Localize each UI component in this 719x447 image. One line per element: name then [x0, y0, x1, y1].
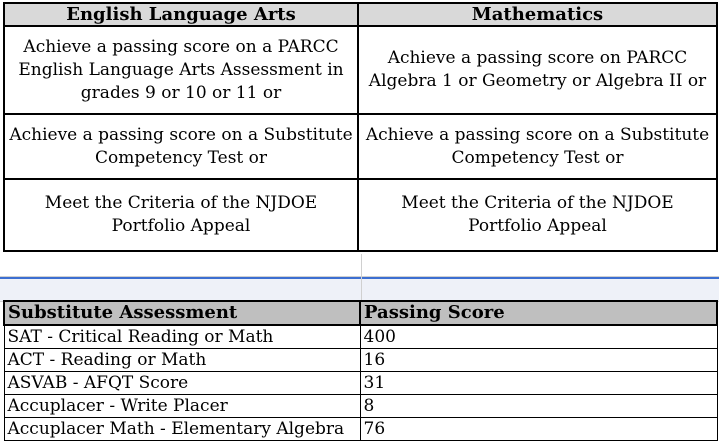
header-substitute-assessment: Substitute Assessment: [4, 301, 360, 325]
ela-substitute-requirement: Achieve a passing score on a Substitute Competency Test or: [4, 114, 358, 179]
table-header-row: [4, 3, 717, 26]
table-row: [4, 26, 717, 114]
empty-spreadsheet-row[interactable]: [0, 254, 719, 277]
header-passing-score: Passing Score: [360, 301, 717, 325]
math-substitute-requirement: Achieve a passing score on a Substitute Competency Test or: [358, 114, 717, 179]
header-english-language-arts: English Language Arts: [4, 3, 358, 26]
table-header-row: [4, 301, 717, 325]
table-row: [4, 395, 717, 418]
selected-spreadsheet-row[interactable]: [0, 277, 719, 302]
passing-score: 16: [360, 349, 717, 372]
math-parcc-requirement: Achieve a passing score on PARCC Algebra 1 or Geometry or Algebra II or: [358, 26, 717, 114]
header-mathematics: Mathematics: [358, 3, 717, 26]
ela-portfolio-requirement: Meet the Criteria of the NJDOE Portfolio Appeal: [4, 179, 358, 251]
assessment-name: Accuplacer - Write Placer: [4, 395, 360, 418]
passing-score: 400: [360, 325, 717, 349]
table-row: [4, 372, 717, 395]
table-row: [4, 114, 717, 179]
graduation-requirements-table: [3, 2, 718, 252]
table-row: [4, 349, 717, 372]
passing-score: 31: [360, 372, 717, 395]
assessment-name: Accuplacer Math - Elementary Algebra: [4, 418, 360, 441]
assessment-name: ACT - Reading or Math: [4, 349, 360, 372]
table-row: [4, 325, 717, 349]
ela-parcc-requirement: Achieve a passing score on a PARCC English Language Arts Assessment in grades 9 or 10 or 11 or: [4, 26, 358, 114]
passing-score: 76: [360, 418, 717, 441]
math-portfolio-requirement: Meet the Criteria of the NJDOE Portfolio Appeal: [358, 179, 717, 251]
table-row: [4, 418, 717, 441]
assessment-name: ASVAB - AFQT Score: [4, 372, 360, 395]
table-row: [4, 179, 717, 251]
substitute-assessment-table: [3, 300, 718, 441]
passing-score: 8: [360, 395, 717, 418]
column-gridline: [361, 254, 362, 300]
assessment-name: SAT - Critical Reading or Math: [4, 325, 360, 349]
